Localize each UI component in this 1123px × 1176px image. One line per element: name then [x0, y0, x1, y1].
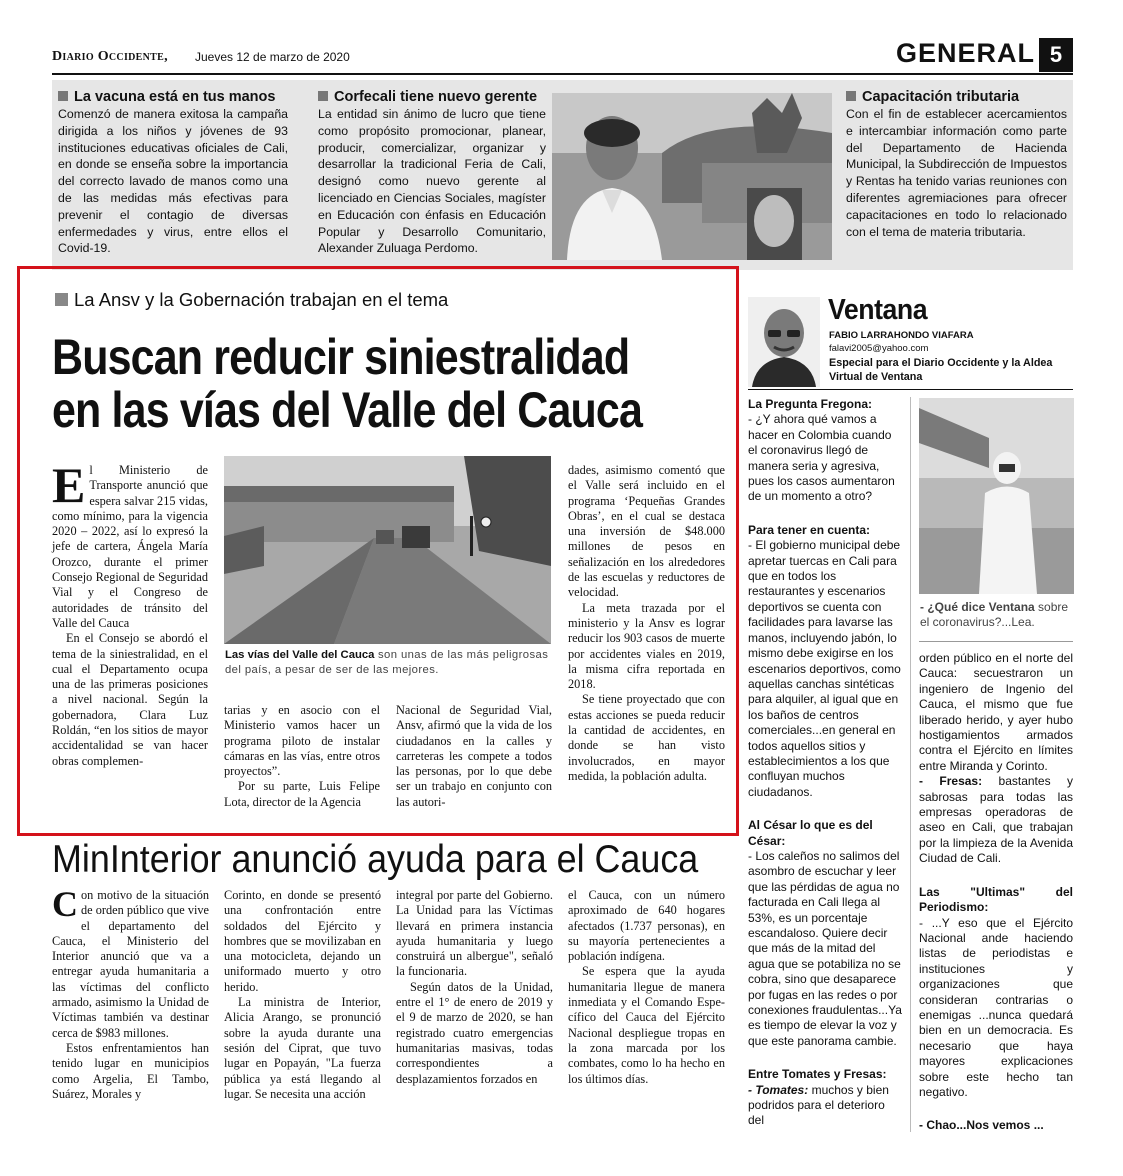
columnist-portrait-art [748, 297, 820, 387]
second-headline: MinInterior anunció ayuda para el Cauca [52, 838, 699, 881]
column-tagline: Especial para el Diario Occidente y la Aldea Virtual de Ventana [829, 357, 1053, 383]
column-author: FABIO LARRAHONDO VIAFARA [829, 330, 974, 341]
hazmat-photo-caption [920, 600, 1073, 631]
main-column-2 [224, 703, 380, 823]
paragraph: l Ministerio de Transporte anunció que espera salvar 215 vidas, como mínimo, para la vigencia 2020 – 2022, así lo expresó la jefe de cartera, Ángela María Orozco, durante el primer Consejo Regional de Seguridad Vial y el Congreso de autoridades de tránsito del Valle del Cauca [52, 463, 208, 630]
brief-body: Comenzó de manera exitosa la campaña dirigida a los niños y jóvenes de 93 instituciones educativas oficiales de Cali, en donde se enseña sobre la importancia del correcto lavado de manos como una de las medidas más efectivas para prevenir el contagio de diversas enfermedades y virus, entre ellos el Covid-19. [58, 107, 288, 256]
drop-cap: C [52, 884, 78, 924]
paragraph: el Cauca, con un número aproximado de 640 hogares afectados (1.737 personas), en su mayoría pertenecientes a población indígena. [568, 888, 725, 964]
column-name: Ventana [828, 294, 928, 326]
paragraph: Estos enfrentamientos han tenido lugar en municipios como Argelia, El Tambo, Suárez, Morales y [52, 1040, 209, 1101]
caption-text: son unas de las más peligrosas del país, a pesar de ser de las mejores. [225, 649, 549, 676]
bullet-square-icon [318, 91, 328, 101]
road-photo-art [224, 456, 551, 644]
hazmat-photo-art [919, 398, 1074, 594]
headline-line-1: Buscan reducir siniestralidad [52, 329, 630, 385]
second-column-1 [52, 884, 209, 1128]
column-rule [748, 389, 1073, 390]
main-column-1 [52, 457, 208, 823]
paragraph: tarias y en asocio con el Ministerio vamos hacer un programa piloto de instalar cámaras en las vías, entre otros proyectos”. [224, 703, 380, 779]
column-text: orden público en el norte del Cauca: secuestraron un ingeniero de Ingenio del Cauca, el mismo que fue liberado herido, y ayer hubo hostigamientos armados contra el Ejército en límites entre Miranda y Corinto. [919, 651, 1073, 773]
column-text: muchos y bien podridos para el deterioro del [748, 1082, 889, 1128]
paragraph: integral por parte del Gobierno. La Unidad para las Víctimas llevará en primera instancia ayuda humanitaria y luego construirá un albergue", señaló la funcionaria. [396, 888, 553, 979]
second-column-4 [568, 888, 725, 1128]
column-right-col [919, 651, 1073, 1134]
paragraph: La ministra de Interior, Alicia Arango, se pronunció sobre la ayuda durante una sesión del Ciprat, que tuvo lugar en Popayán, "La fuerza pública ya está llegando al lugar. Se necesita una acción [224, 995, 381, 1101]
brief-body: La entidad sin ánimo de lucro que tiene como propósito promocionar, planear, producir, comercializar, organizar y desarrollar la tradicional Feria de Cali, designó como nuevo gerente al licenciado en Ciencias Sociales, magíster en Educación con énfasis en Educación Popular y Desarrollo Comunitario, Alexander Zuluaga Perdomo. [318, 107, 546, 256]
caption-lead: - ¿Qué dice Ventana [920, 600, 1035, 614]
second-column-2 [224, 888, 381, 1128]
brief-title: Corfecali tiene nuevo gerente [334, 89, 538, 105]
section-title: GENERAL [896, 38, 1036, 68]
columnist-portrait [748, 297, 820, 387]
road-photo-caption [225, 648, 551, 677]
kicker-text: La Ansv y la Gobernación trabajan en el tema [74, 289, 449, 310]
corfecali-manager-photo-art [552, 93, 832, 260]
main-column-4 [568, 463, 725, 823]
caption-lead: Las vías del Valle del Cauca [225, 649, 375, 661]
column-signoff: - Chao...Nos vemos ... [919, 1118, 1044, 1133]
paragraph: Nacional de Seguridad Vial, Ansv, afirmó que la vida de los ciudadanos en la calles y carreteras les compete a todos las personas, por lo que debe ser un trabajo en conjunto con las autori- [396, 703, 552, 809]
brief-title: Capacitación tributaria [862, 89, 1020, 105]
caption-text: sobre el coronavirus?...Lea. [920, 600, 1069, 630]
brief-body: Con el fin de establecer acercamientos e intercambiar información como parte del Departamento de Hacienda Municipal, la Subdirección de Impuestos y Rentas ha tenido varias reuniones con diferentes agremiaciones para ofrecer capacitaciones en todo lo relacionado con el tema de materia tributaria. [846, 107, 1067, 239]
main-column-3 [396, 703, 552, 823]
newspaper-name: Diario Occidente, [52, 49, 168, 64]
column-subhead: Para tener en cuenta: [748, 522, 871, 537]
column-text: bastantes y sabrosas para todas las empresas operadoras de aseo en Cali, que trabajan por la limpieza de la Avenida Ciudad de Cali. [919, 774, 1073, 866]
corfecali-manager-photo [552, 93, 832, 260]
column-text: - ¿Y ahora qué vamos a hacer en Colombia cuando el coronavirus llegó de manera seria y agresiva, pues los casos aumentaron de un momento a otro? [748, 412, 895, 504]
headline-line-2: en las vías del Valle del Cauca [52, 382, 643, 438]
bullet-square-icon [55, 293, 68, 306]
paragraph: Por su parte, Luis Felipe Lota, director de la Agencia [224, 779, 380, 809]
page-number: 5 [1039, 38, 1073, 72]
drop-cap: E [52, 457, 86, 513]
paragraph: on motivo de la situación de orden público que vive el departamento del Cauca, el Ministerio del Interior anunció que va a entregar ayuda humanitaria a las víctimas del conflicto armado, asimismo la Unidad de Víctimas también va destinar cerca de $983 millones. [52, 888, 209, 1040]
paragraph: La meta trazada por el ministerio y la Ansv es lograr reducir los 903 casos de muerte por accidentes viales en 2019, la misma cifra reportada en 2018. [568, 600, 725, 692]
brief-vaccine [58, 88, 288, 257]
caption-rule [919, 641, 1073, 642]
column-text: - El gobierno municipal debe apretar tuercas en Cali para que en todos los restaurantes y escenarios deportivos se cuenta con facilidades para lavarse las manos, incluyendo jabón, lo mismo debe exigirse en los escenarios deportivos, como aquellas canchas sintéticas para alquiler, al igual que en los baños de centros comerciales...en general en todos aquellos sitios y establecimientos a los que confluyan muchos ciudadanos. [748, 538, 901, 799]
brief-corfecali [318, 88, 546, 257]
paragraph: Según datos de la Unidad, entre el 1° de enero de 2019 y el 9 de marzo de 2020, se han registrado cuatro emergencias humanitarias masivas, todas correspondientes a desplazamientos forzados en [396, 979, 553, 1086]
brief-title: La vacuna está en tus manos [74, 89, 276, 105]
paragraph: En el Consejo se abordó el tema de la siniestralidad, en el cual el Departamento ocupa una de las primeras posiciones a nivel nacional. Según la gobernadora, Clara Luz Roldán, “en los sitios de mayor accidentalidad se van hacer obras complemen- [52, 631, 208, 768]
issue-date: Jueves 12 de marzo de 2020 [195, 50, 350, 64]
column-lead: - Tomates: [748, 1082, 809, 1097]
article-kicker [55, 289, 448, 311]
header-rule [52, 73, 1073, 75]
second-column-3 [396, 888, 553, 1128]
column-divider [910, 397, 911, 1132]
column-subhead: Entre Tomates y Fresas: [748, 1067, 887, 1082]
column-subhead: Al César lo que es del César: [748, 818, 873, 848]
road-photo [224, 456, 551, 644]
paragraph: Se tiene proyectado que con estas acciones se pueda reducir la cantidad de accidentes, en donde se han visto involucrados, en mayor medida, la población adulta. [568, 692, 725, 783]
column-subhead: La Pregunta Fregona: [748, 397, 873, 411]
column-subhead: Las "Ultimas" del Periodismo: [919, 884, 1073, 915]
column-text: - Los caleños no salimos del asombro de escuchar y leer que las pérdidas de agua no facturada en Cali llega al 53%, es un porcentaje escandaloso. Quiere decir que más de la mitad del agua que se potabiliza no se cobra, sino que desaparece por fugas en las redes o por conexiones fraudulentas...Ya es tiempo de elevar la voz y que este panorama cambie. [748, 848, 902, 1048]
paragraph: Corinto, en donde se presentó una confrontación entre soldados del Ejército y hombres que se movilizaban en una motocicleta, dejando un uniformado muerto y otro herido. [224, 888, 381, 994]
article-headline [52, 331, 642, 437]
column-left-col [748, 397, 903, 1129]
paragraph: Se espera que la ayuda humanitaria llegue de manera inmediata y el Comando Espe-cífico del Cauca del Ejército Nacional despliegue tropas en la zona marcada por los combates, como lo ha hecho en los últimos días. [568, 964, 725, 1086]
bullet-square-icon [58, 91, 68, 101]
hazmat-photo [919, 398, 1074, 594]
column-lead: - Fresas: [919, 774, 983, 789]
column-text: - ...Y eso que el Ejército Nacional ande haciendo listas de periodistas e instituciones y organizaciones que consideran contrarias o enemigas ...nunca quedará bien en un democracia. Es necesario que haya mayores explicaciones sobre este hecho tan negativo. [919, 915, 1073, 1099]
brief-tax-training [846, 88, 1067, 240]
column-email: falavi2005@yahoo.com [829, 343, 929, 354]
paragraph: dades, asimismo comentó que el Valle será incluido en el programa ‘Pequeñas Grandes Obras’, en el cual se destaca una inversión de $48.000 millones de pesos en señalización en los alrededores de las escuelas y reductores de velocidad. [568, 463, 725, 600]
bullet-square-icon [846, 91, 856, 101]
